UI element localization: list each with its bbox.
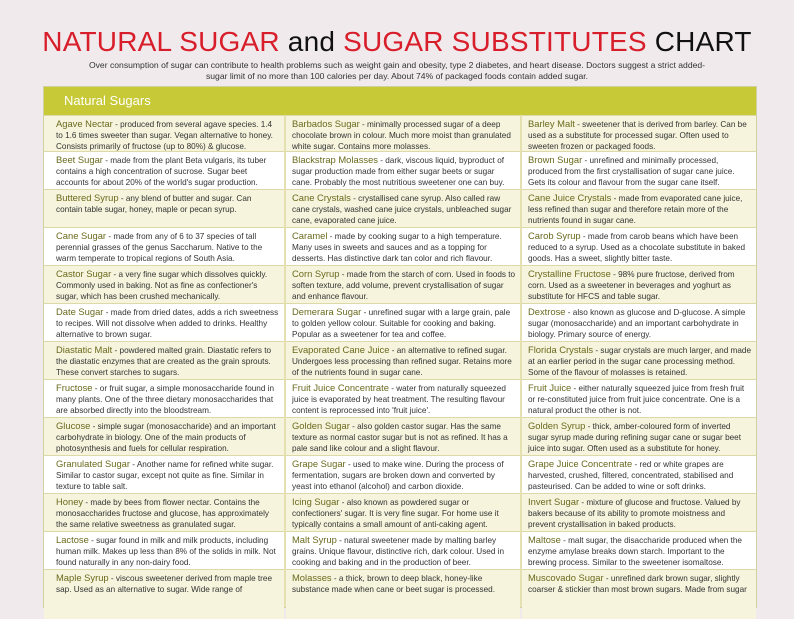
sugar-description: - 98% pure fructose, derived from corn. Used as a sweetener in beverages and yoghurt as substitute for HFCS and table sugar.: [528, 270, 735, 301]
sugar-entry: [286, 303, 520, 341]
chart-title: [0, 24, 794, 60]
sugar-term: Castor Sugar: [56, 268, 112, 279]
sugar-description: - sugar found in milk and milk products, including human milk. Makes up less than 8% of the solids in milk. Not found naturally in any non-dairy food.: [56, 536, 276, 567]
sugar-term: Dextrose: [528, 306, 566, 317]
sugar-entry: [44, 227, 284, 265]
sugar-entry: [522, 189, 756, 227]
sugar-description: - sweetener that is derived from barley. Can be used as a substitute for processed sugar. Often used to sweeten frozen or packaged foods.: [528, 120, 747, 151]
sugar-entry: [44, 531, 284, 569]
sugar-term: Caramel: [292, 230, 328, 241]
sugar-entry: [286, 493, 520, 531]
sugar-description: - or fruit sugar, a simple monosaccharide found in many plants. One of the three dietary monosaccharides that are absorbed directly into the bloodstream.: [56, 384, 275, 415]
sugar-entry: [522, 417, 756, 455]
sugar-description: - viscous sweetener derived from maple tree sap. Used as an alternative to sugar. Wide range of: [56, 574, 273, 594]
sugar-term: Invert Sugar: [528, 496, 580, 507]
sugar-entry: [44, 341, 284, 379]
sugar-term: Cane Crystals: [292, 192, 351, 203]
sugar-entry: [44, 569, 284, 619]
sugar-description: - made from dried dates, adds a rich sweetness to recipes. Will not dissolve when added to drinks. Healthy alternative to brown sugar.: [56, 308, 279, 339]
sugar-entry: [44, 151, 284, 189]
sugar-description: - minimally processed sugar of a deep chocolate brown in colour. Much more moist than granulated white sugar. Contains more molasses.: [292, 120, 511, 151]
sugar-entry: [44, 493, 284, 531]
sugar-entry: [522, 115, 756, 151]
sugar-description: - sugar crystals are much larger, and made at an earlier period in the sugar cane processing method. Some of the flavour of molasses is retained.: [528, 346, 752, 377]
sugar-entry: [286, 531, 520, 569]
sugar-entry: [44, 417, 284, 455]
sugar-entry: [44, 115, 284, 151]
sugar-description: - produced from several agave species. 1.4 to 1.6 times sweeter than sugar. Vegan alternative to honey. Consists primarily of fructose (up to 80%) & glucose.: [56, 120, 273, 151]
sugar-description: - a thick, brown to deep black, honey-like substance made when cane or beet sugar is processed.: [292, 574, 495, 594]
sugar-description: - used to make wine. During the process of fermentation, sugars are broken down and converted by yeast into ethanol (alcohol) and carbon dioxide.: [292, 460, 504, 491]
sugar-term: Barley Malt: [528, 118, 575, 129]
sugar-term: Honey: [56, 496, 84, 507]
sugar-entry: [286, 341, 520, 379]
sugar-term: Diastatic Malt: [56, 344, 113, 355]
sugar-entry: [522, 493, 756, 531]
sugar-term: Golden Sugar: [292, 420, 350, 431]
sugar-term: Date Sugar: [56, 306, 104, 317]
title-chart: CHART: [654, 26, 752, 57]
sugar-description: - also known as glucose and D-glucose. A simple sugar (monosaccharide) and an important carbohydrate in biology. Primary source of energy.: [528, 308, 746, 339]
sugar-term: Evaporated Cane Juice: [292, 344, 390, 355]
sugar-term: Muscovado Sugar: [528, 572, 604, 583]
sugar-entry: [286, 115, 520, 151]
chart-panel: [43, 86, 757, 608]
sugar-term: Carob Syrup: [528, 230, 581, 241]
section-header: [44, 87, 756, 115]
sugar-entry: [522, 265, 756, 303]
sugar-description: - Another name for refined white sugar. Similar to castor sugar, except not quite as fine. Similar in texture to table salt.: [56, 460, 274, 491]
sugar-entry: [44, 303, 284, 341]
title-sugar-substitutes: SUGAR SUBSTITUTES: [343, 26, 647, 57]
sugar-description: - mixture of glucose and fructose. Valued by bakers because of its ability to promote moistness and prevent crystallisation in baked products.: [528, 498, 741, 529]
sugar-entry: [522, 227, 756, 265]
sugar-description: - made from evaporated cane juice, less refined than sugar and therefore retain more of the nutrients found in sugar cane.: [528, 194, 743, 225]
sugar-entry: [522, 341, 756, 379]
sugar-description: - thick, amber-coloured form of inverted sugar syrup made during refining sugar cane or sugar beet juice into sugar. Often used as a substitute for honey.: [528, 422, 741, 453]
section-header-label: Natural Sugars: [64, 93, 151, 108]
sugar-term: Fruit Juice Concentrate: [292, 382, 389, 393]
sugar-description: - unrefined and minimally processed, produced from the first crystallisation of sugar cane juice. Gets its colour and flavour from the sugar cane itself.: [528, 156, 735, 187]
sugar-description: - dark, viscous liquid, byproduct of sugar production made from either sugar beets or sugar cane. Probably the most nutritious sweetener one can buy.: [292, 156, 505, 187]
sugar-entry: [522, 531, 756, 569]
sugar-entry: [44, 379, 284, 417]
sugar-entry: [44, 265, 284, 303]
sugar-description: - also golden castor sugar. Has the same texture as normal castor sugar but is not as refined. It has a pale sand like colour and a slight flavour.: [292, 422, 508, 453]
sugar-entry: [522, 569, 756, 619]
sugar-entry: [286, 151, 520, 189]
sugar-description: - red or white grapes are harvested, crushed, filtered, concentrated, stabilised and pasteurised. Can be added to wine or soft drinks.: [528, 460, 734, 491]
sugar-term: Crystalline Fructose: [528, 268, 611, 279]
sugar-entry: [286, 455, 520, 493]
sugar-term: Granulated Sugar: [56, 458, 131, 469]
sugar-term: Fructose: [56, 382, 93, 393]
sugar-description: - a very fine sugar which dissolves quickly. Commonly used in baking. Not as fine as confectioner's sugar, which has been crushed mechanically.: [56, 270, 268, 301]
sugar-term: Fruit Juice: [528, 382, 572, 393]
sugar-term: Demerara Sugar: [292, 306, 362, 317]
sugar-term: Cane Juice Crystals: [528, 192, 612, 203]
sugar-entry: [44, 189, 284, 227]
sugar-description: - an alternative to refined sugar. Undergoes less processing than refined sugar. Retains more of the nutrients found in sugar cane.: [292, 346, 512, 377]
sugar-description: - crystallised cane syrup. Also called raw cane crystals, washed cane juice crystals, unbleached sugar cane, evaporated cane juice.: [292, 194, 512, 225]
sugar-description: - unrefined dark brown sugar, slightly coarser & stickier than most brown sugars. Made from sugar: [528, 574, 747, 594]
sugar-entry: [522, 379, 756, 417]
sugar-term: Blackstrap Molasses: [292, 154, 378, 165]
sugar-term: Cane Sugar: [56, 230, 107, 241]
sugar-term: Brown Sugar: [528, 154, 583, 165]
sugar-description: - powdered malted grain. Diastatic refers to the diastatic enzymes that are created as the grain sprouts. These convert starches to sugars.: [56, 346, 272, 377]
sugar-term: Agave Nectar: [56, 118, 113, 129]
title-and: and: [287, 26, 336, 57]
sugar-entry: [286, 265, 520, 303]
sugar-entry: [522, 151, 756, 189]
sugar-term: Maltose: [528, 534, 561, 545]
sugar-term: Beet Sugar: [56, 154, 103, 165]
sugar-description: - malt sugar, the disaccharide produced when the enzyme amylase breaks down starch. Important to the brewing process. Similar to the sweetener isomaltose.: [528, 536, 742, 567]
sugar-term: Grape Juice Concentrate: [528, 458, 633, 469]
title-natural-sugar: NATURAL SUGAR: [42, 26, 280, 57]
sugar-term: Buttered Syrup: [56, 192, 119, 203]
sugar-description: - simple sugar (monosaccharide) and an important carbohydrate in biology. One of the main products of photosynthesis and fuels for cellular respiration.: [56, 422, 276, 453]
sugar-description: - natural sweetener made by malting barley grains. Unique flavour, distinctive rich, dark colour. Used in cooking and baking and in the production of beer.: [292, 536, 505, 567]
sugar-term: Florida Crystals: [528, 344, 594, 355]
sugar-term: Grape Sugar: [292, 458, 346, 469]
sugar-term: Barbados Sugar: [292, 118, 360, 129]
sugar-description: - either naturally squeezed juice from fresh fruit or re-constituted juice from fruit juice concentrate. One is a natural product the other is not.: [528, 384, 745, 415]
sugar-entry: [286, 189, 520, 227]
sugar-description: - unrefined sugar with a large grain, pale to golden yellow colour. Suitable for cooking and baking. Popular as a sweetener for tea and coffee.: [292, 308, 511, 339]
sugar-description: - made from the starch of corn. Used in foods to soften texture, add volume, prevent crystallisation of sugar and enhance flavour.: [292, 270, 516, 301]
sugar-description: - made from carob beans which have been reduced to a syrup. Used as a chocolate substitute in baked goods. Has a sweet, slightly bitter taste.: [528, 232, 746, 263]
sugar-term: Malt Syrup: [292, 534, 337, 545]
sugar-entry: [522, 303, 756, 341]
sugar-description: - made from any of 6 to 37 species of tall perennial grasses of the genus Saccharum. Native to the warm temperate to tropical regions of South Asia.: [56, 232, 263, 263]
sugar-term: Glucose: [56, 420, 91, 431]
sugar-term: Molasses: [292, 572, 332, 583]
sugar-entry: [286, 569, 520, 619]
sugar-term: Icing Sugar: [292, 496, 340, 507]
sugar-term: Lactose: [56, 534, 89, 545]
sugar-entry: [286, 227, 520, 265]
sugar-description: - made by cooking sugar to a high temperature. Many uses in sweets and sauces and as a topping for desserts. Has distinctive dark tan color and rich flavour.: [292, 232, 502, 263]
sugar-description: - also known as powdered sugar or confectioners' sugar. It is very fine sugar. For home use it typically contains a small amount of anti-caking agent.: [292, 498, 499, 529]
sugar-entry: [44, 455, 284, 493]
sugar-description: - any blend of butter and sugar. Can contain table sugar, honey, maple or pecan syrup.: [56, 194, 252, 214]
sugar-term: Golden Syrup: [528, 420, 586, 431]
sugar-description: - made by bees from flower nectar. Contains the monosaccharides fructose and glucose, has approximately the same relative sweetness as granulated sugar.: [56, 498, 269, 529]
sugar-entry: [522, 455, 756, 493]
sugar-entry: [286, 379, 520, 417]
sugar-description: - made from the plant Beta vulgaris, its tuber contains a high concentration of sucrose. Sugar beet accounts for about 20% of the world's sugar production.: [56, 156, 267, 187]
sugar-entry: [286, 417, 520, 455]
subtitle: Over consumption of sugar can contribute to health problems such as weight gain and obesity, type 2 diabetes, and heart disease. Doctors suggest a strict added-sugar limit of no more than 100 calories per day. About 74% of packaged foods contain added sugar.: [88, 60, 706, 81]
sugar-description: - water from naturally squeezed juice is evaporated by heat treatment. The resulting flavour content is reprocessed into 'fruit juice'.: [292, 384, 506, 415]
sugar-term: Maple Syrup: [56, 572, 109, 583]
sugar-term: Corn Syrup: [292, 268, 340, 279]
